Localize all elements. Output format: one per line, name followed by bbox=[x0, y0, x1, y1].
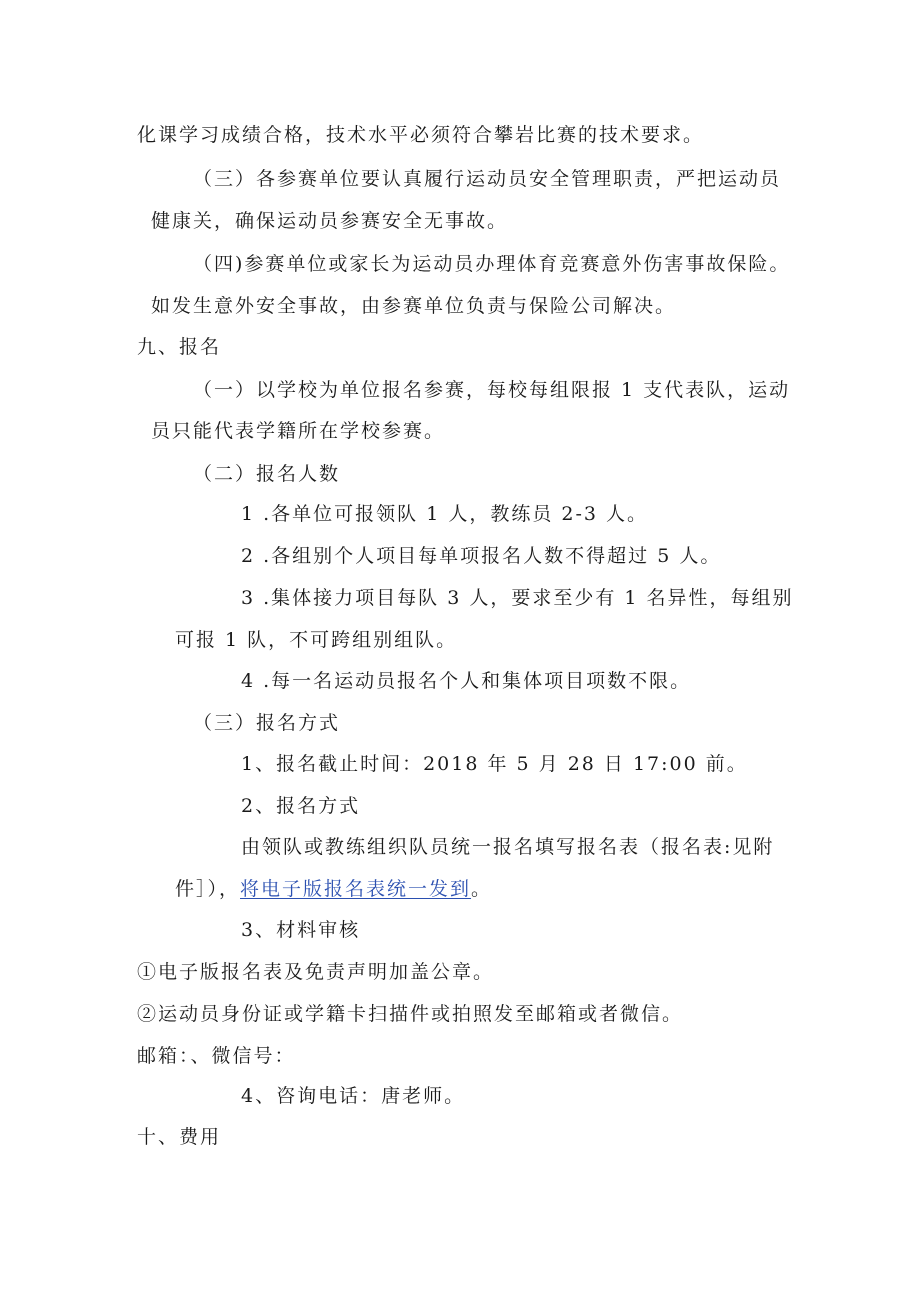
list-item: 3、材料审核 bbox=[241, 919, 361, 941]
list-item: 1、报名截止时间：2018 年 5 月 28 日 17:00 前。 bbox=[241, 753, 748, 775]
list-item: 3 .集体接力项目每队 3 人，要求至少有 1 名异性，每组别 bbox=[241, 587, 794, 609]
paragraph-line: 如发生意外安全事故，由参赛单位负责与保险公司解决。 bbox=[151, 295, 677, 317]
section-heading-registration: 九、报名 bbox=[137, 336, 222, 358]
paragraph-line: 健康关，确保运动员参赛安全无事故。 bbox=[151, 210, 509, 232]
paragraph-line: 化课学习成绩合格，技术水平必须符合攀岩比赛的技术要求。 bbox=[137, 124, 705, 146]
paragraph-line: （一）以学校为单位报名参赛，每校每组限报 1 支代表队，运动 bbox=[193, 379, 791, 401]
list-item: ①电子版报名表及免责声明加盖公章。 bbox=[137, 961, 495, 983]
list-item: ②运动员身份证或学籍卡扫描件或拍照发至邮箱或者微信。 bbox=[137, 1003, 684, 1025]
text-segment: 。 bbox=[471, 878, 493, 900]
paragraph-line: 员只能代表学籍所在学校参赛。 bbox=[151, 420, 446, 442]
list-item: 4、咨询电话：唐老师。 bbox=[241, 1085, 466, 1107]
list-item: 4 .每一名运动员报名个人和集体项目项数不限。 bbox=[241, 670, 692, 692]
paragraph-line: （三）各参赛单位要认真履行运动员安全管理职责，严把运动员 bbox=[193, 168, 782, 190]
list-item: 1 .各单位可报领队 1 人，教练员 2-3 人。 bbox=[241, 503, 649, 525]
subheading-participants: （二）报名人数 bbox=[193, 463, 341, 485]
submission-link[interactable]: 将电子版报名表统一发到 bbox=[240, 878, 472, 900]
list-item: 2、报名方式 bbox=[241, 795, 361, 817]
paragraph-line: （四)参赛单位或家长为运动员办理体育竞赛意外伤害事故保险。 bbox=[193, 253, 791, 275]
subheading-method: （三）报名方式 bbox=[193, 712, 341, 734]
section-heading-fees: 十、费用 bbox=[137, 1126, 222, 1148]
list-item: 2 .各组别个人项目每单项报名人数不得超过 5 人。 bbox=[241, 545, 722, 567]
list-item-continuation: 可报 1 队，不可跨组别组队。 bbox=[175, 629, 458, 651]
paragraph-line-with-link bbox=[175, 876, 492, 902]
text-segment: 件］）， bbox=[175, 878, 241, 900]
paragraph-line: 由领队或教练组织队员统一报名填写报名表（报名表:见附 bbox=[241, 836, 775, 858]
contact-line: 邮箱：、微信号： bbox=[137, 1045, 296, 1067]
